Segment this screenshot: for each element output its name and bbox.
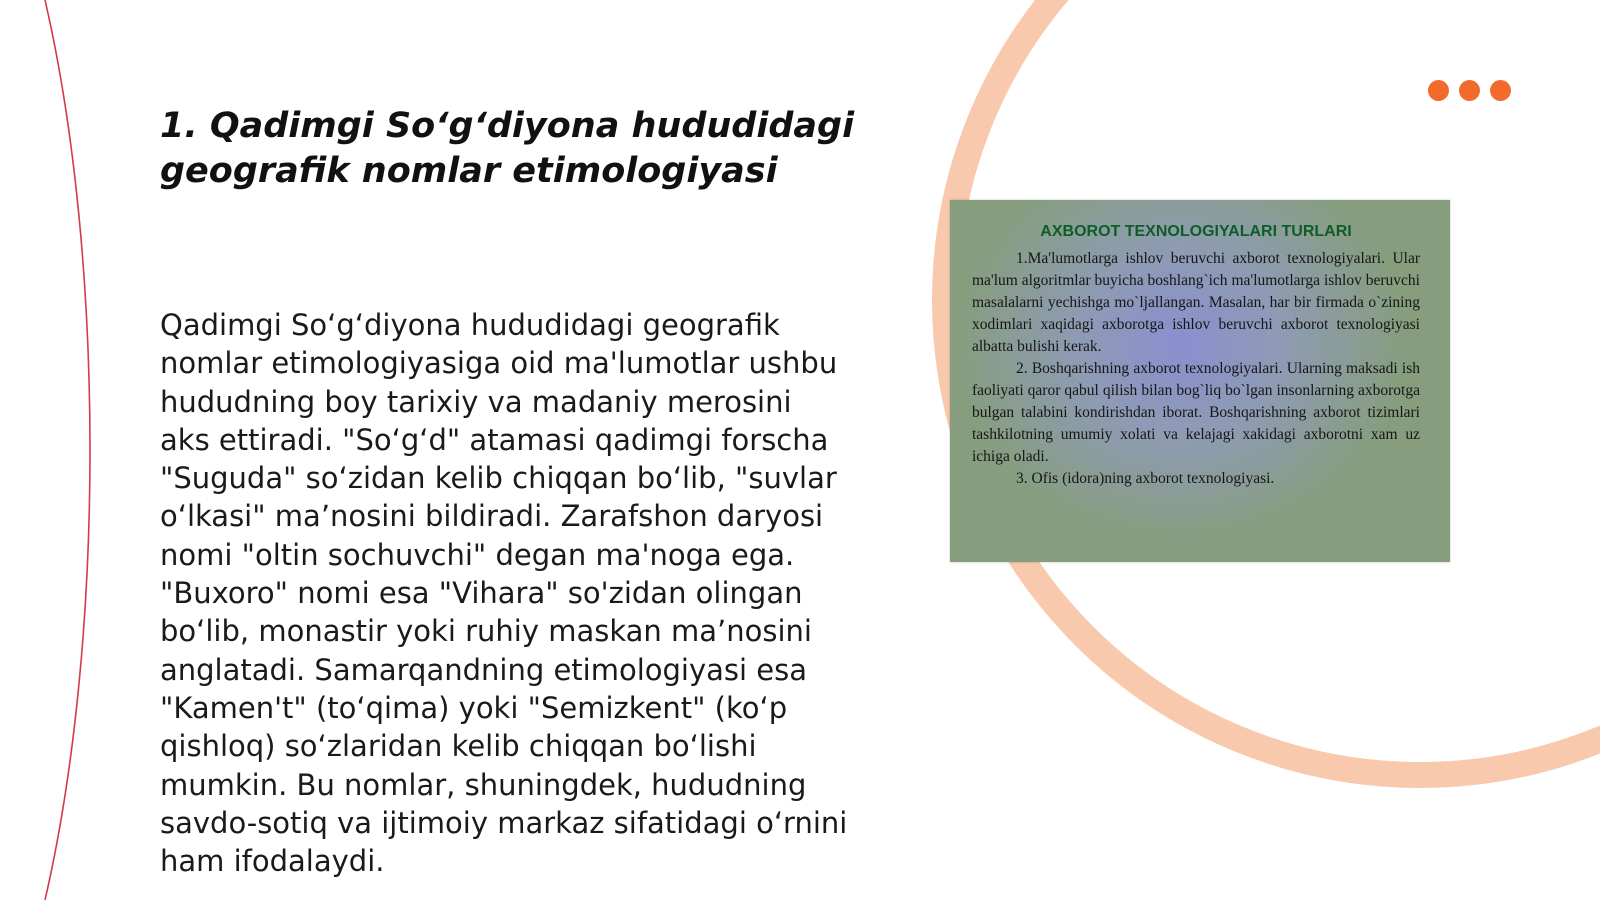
slide-body-text: Qadimgi So‘g‘diyona hududidagi geografik nomlar etimologiyasiga oid ma'lumotlar ushbu hududning boy tarixiy va madaniy merosini aks ettiradi. "So‘g‘d" atamasi qadimgi forscha "Suguda" so‘zidan kelib chiqqan bo‘lib, "suvlar o‘lkasi" ma’nosini bildiradi. Zarafshon daryosi nomi "oltin sochuvchi" degan ma'noga ega. "Buxoro" nomi esa "Vihara" so'zidan olingan bo‘lib, monastir yoki ruhiy maskan ma’nosini anglatadi. Samarqandning etimologiyasi esa "Kamen't" (to‘qima) yoki "Semizkent" (ko‘p qishloq) so‘zlaridan kelib chiqqan bo‘lishi mumkin. Bu nomlar, shuningdek, hududning savdo-sotiq va ijtimoiy markaz sifatidagi o‘rnini ham ifodalaydi. xyxy=(160,308,848,879)
orange-dot xyxy=(1490,80,1511,101)
textbook-scan-image xyxy=(950,200,1450,562)
orange-dot xyxy=(1428,80,1449,101)
scan-paragraph: 3. Ofis (idora)ning axborot texnologiyasi. xyxy=(1016,470,1275,487)
left-border-curve xyxy=(45,0,90,900)
scan-paragraph: 2. Boshqarishning axborot texnologiyalari. Ularning maksadi ish faoliyati qaror qabul qilish bilan bog`liq bo`lgan insonlarning axborotga bulgan talabini kondirishdan iborat. Boshqarishning axborot tizimlari tashkilotning umumiy xolati va kelajagi xakidagi axborotni xam uz ichiga oladi. xyxy=(972,360,1420,465)
scan-paragraph: 1.Ma'lumotlarga ishlov beruvchi axborot texnologiyalari. Ular ma'lum algoritmlar buyicha boshlang`ich ma'lumotlarga ishlov beruvchi masalalarni yechishga mo`ljallangan. Masalan, har bir firmada o`zining xodimlari xaqidagi axborotga ishlov beruvchi axborot texnologiyasi albatta bulishi kerak. xyxy=(972,250,1420,355)
decorative-dots xyxy=(1428,80,1511,101)
slide-title: 1. Qadimgi So‘g‘diyona hududidagi geografik nomlar etimologiyasi xyxy=(160,106,855,191)
orange-dot xyxy=(1459,80,1480,101)
scan-title: AXBOROT TEXNOLOGIYALARI TURLARI xyxy=(1040,223,1352,240)
